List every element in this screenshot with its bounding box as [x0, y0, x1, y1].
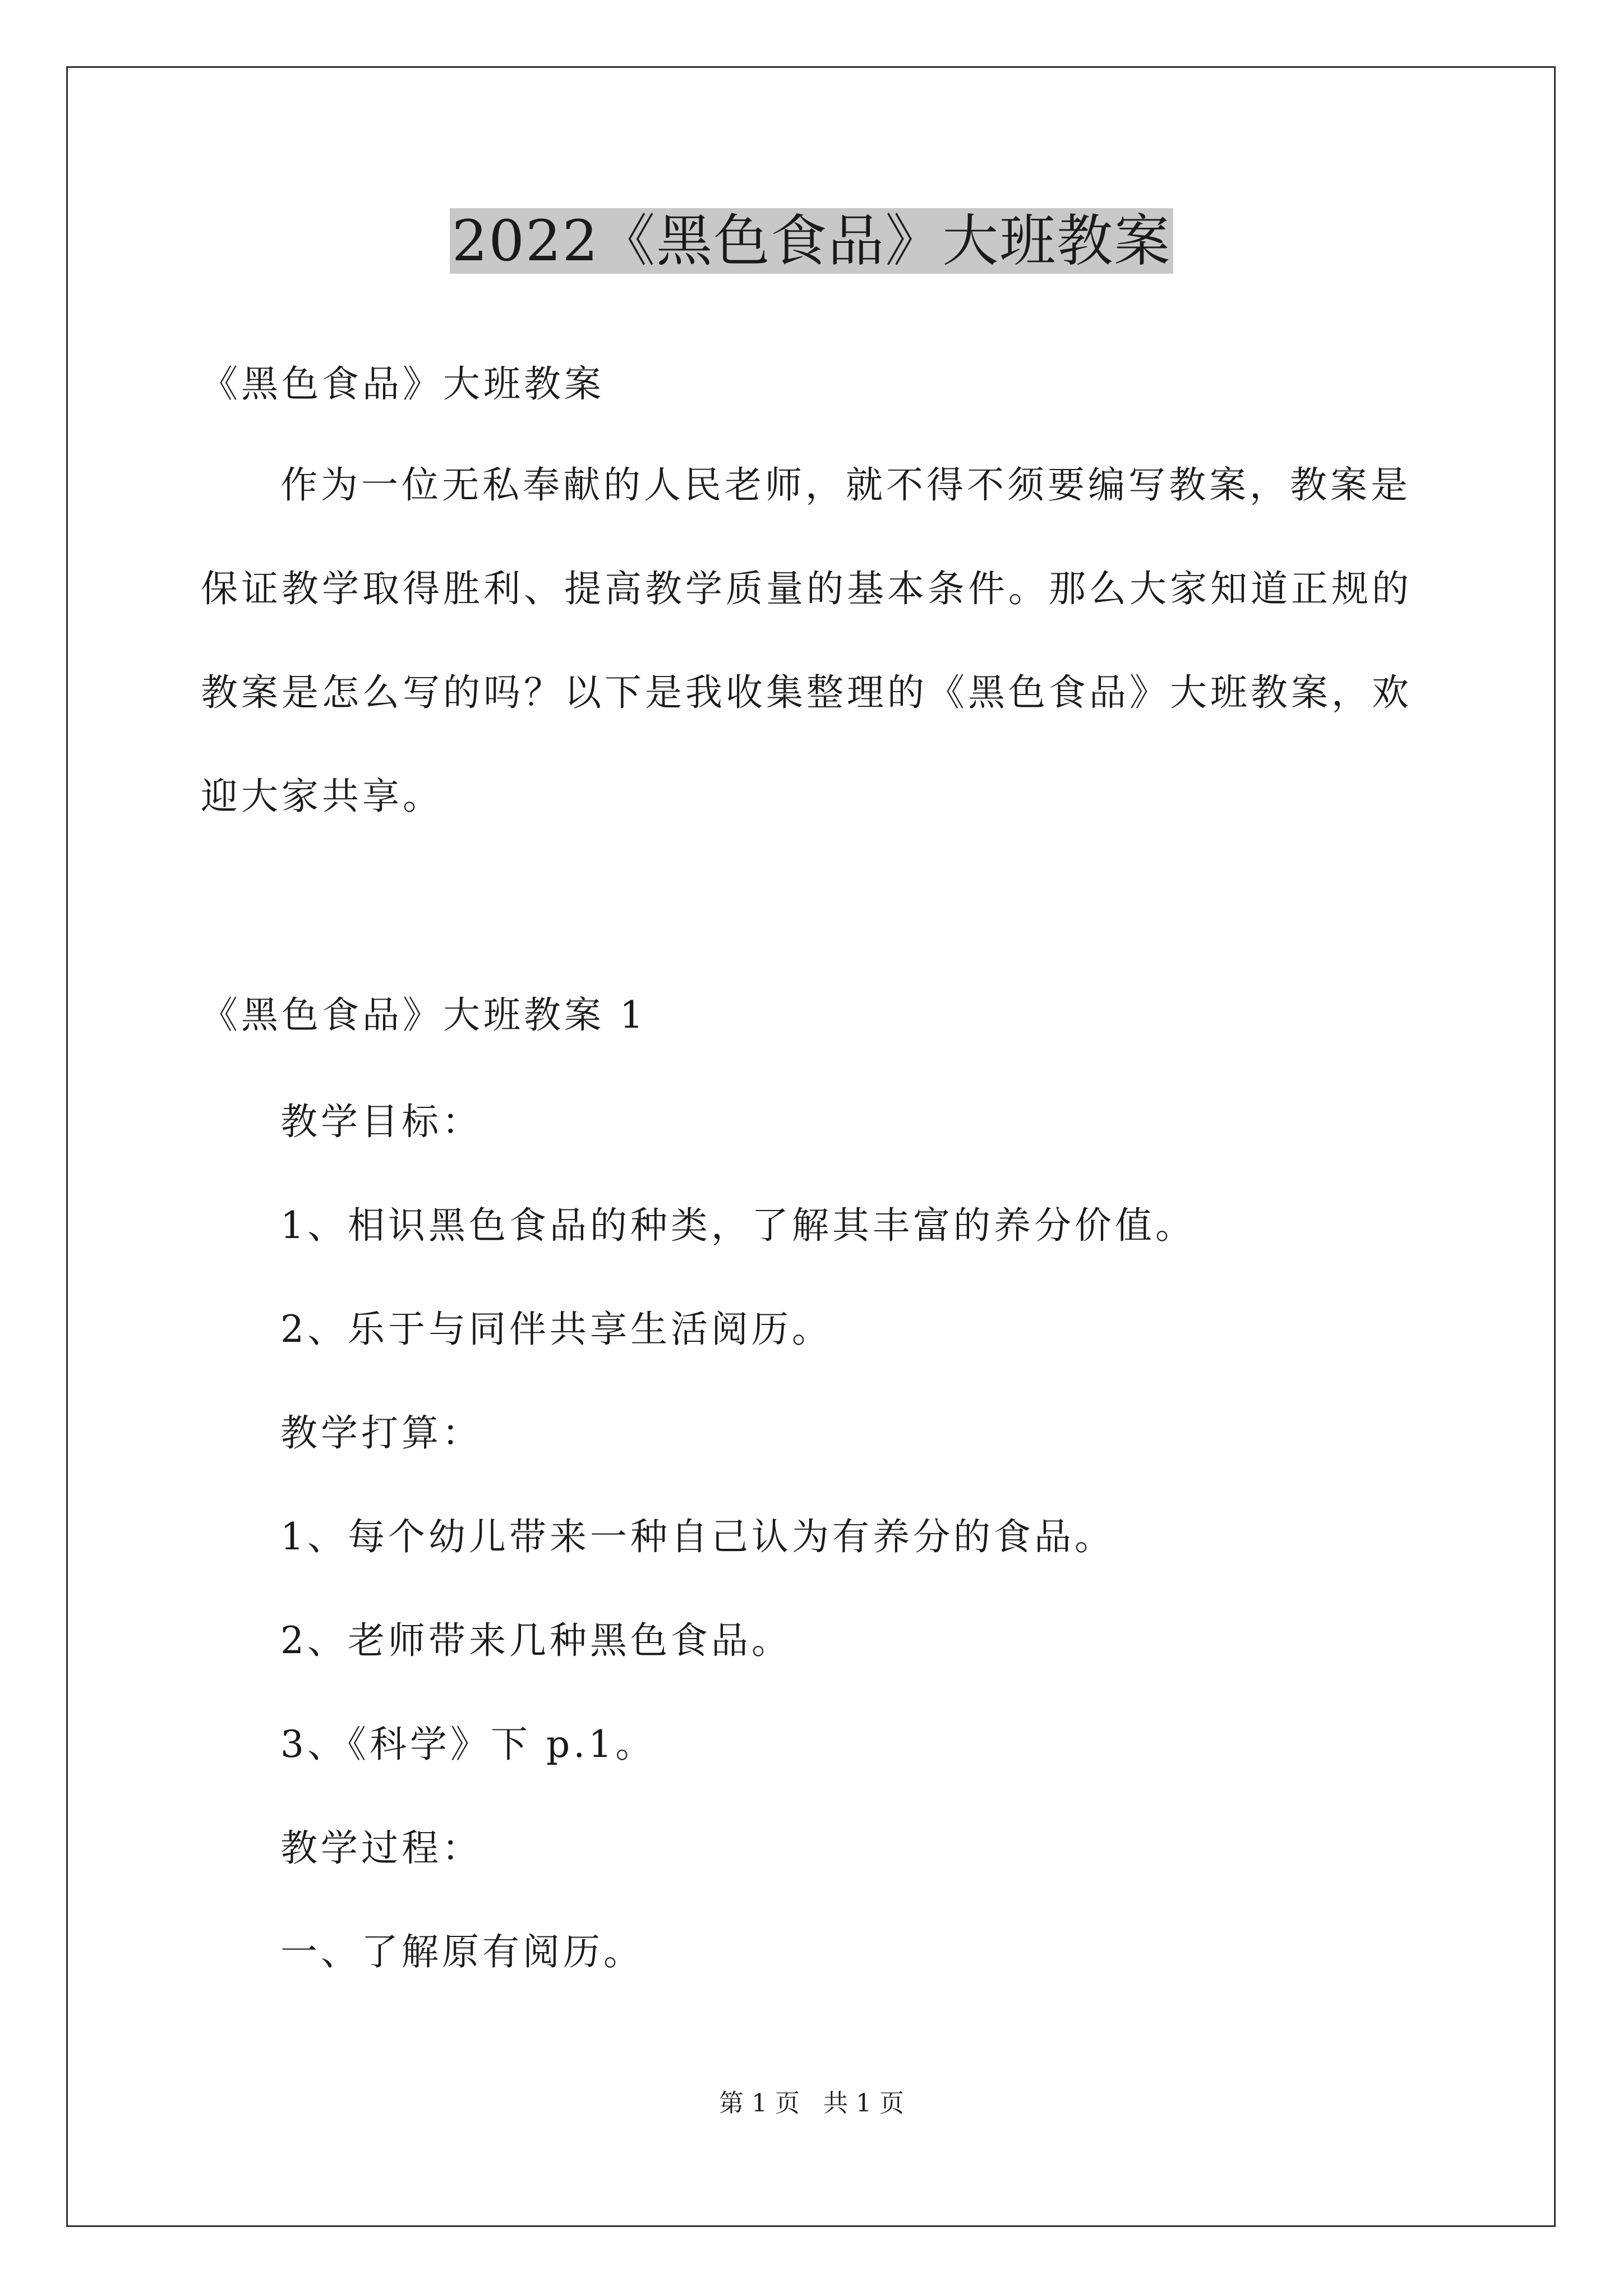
body-line-1: 教学目标： [280, 1100, 482, 1143]
body-line-7: 3、《科学》下 p.1。 [280, 1723, 656, 1766]
document-title [0, 202, 1623, 280]
intro-line-2: 保证教学取得胜利、提高教学质量的基本条件。那么大家知道正规的 [201, 567, 1412, 610]
body-line-4: 教学打算： [280, 1411, 482, 1455]
section-heading: 《黑色食品》大班教案 1 [201, 993, 647, 1037]
body-line-8: 教学过程： [280, 1826, 482, 1870]
body-line-5: 1、每个幼儿带来一种自己认为有养分的食品。 [280, 1515, 1115, 1558]
body-line-6: 2、老师带来几种黑色食品。 [280, 1619, 792, 1662]
body-line-2: 1、相识黑色食品的种类，了解其丰富的养分价值。 [280, 1204, 1196, 1247]
intro-line-1: 作为一位无私奉献的人民老师，就不得不须要编写教案，教案是 [280, 463, 1411, 507]
page-footer: 第 1 页 共 1 页 [719, 2089, 904, 2118]
intro-line-4: 迎大家共享。 [201, 775, 443, 818]
intro-line-3: 教案是怎么写的吗？以下是我收集整理的《黑色食品》大班教案，欢 [201, 671, 1412, 714]
subtitle: 《黑色食品》大班教案 [201, 362, 605, 406]
body-line-3: 2、乐于与同伴共享生活阅历。 [280, 1308, 832, 1351]
document-title-text: 2022《黑色食品》大班教案 [450, 208, 1174, 274]
body-line-9: 一、了解原有阅历。 [280, 1930, 644, 1973]
